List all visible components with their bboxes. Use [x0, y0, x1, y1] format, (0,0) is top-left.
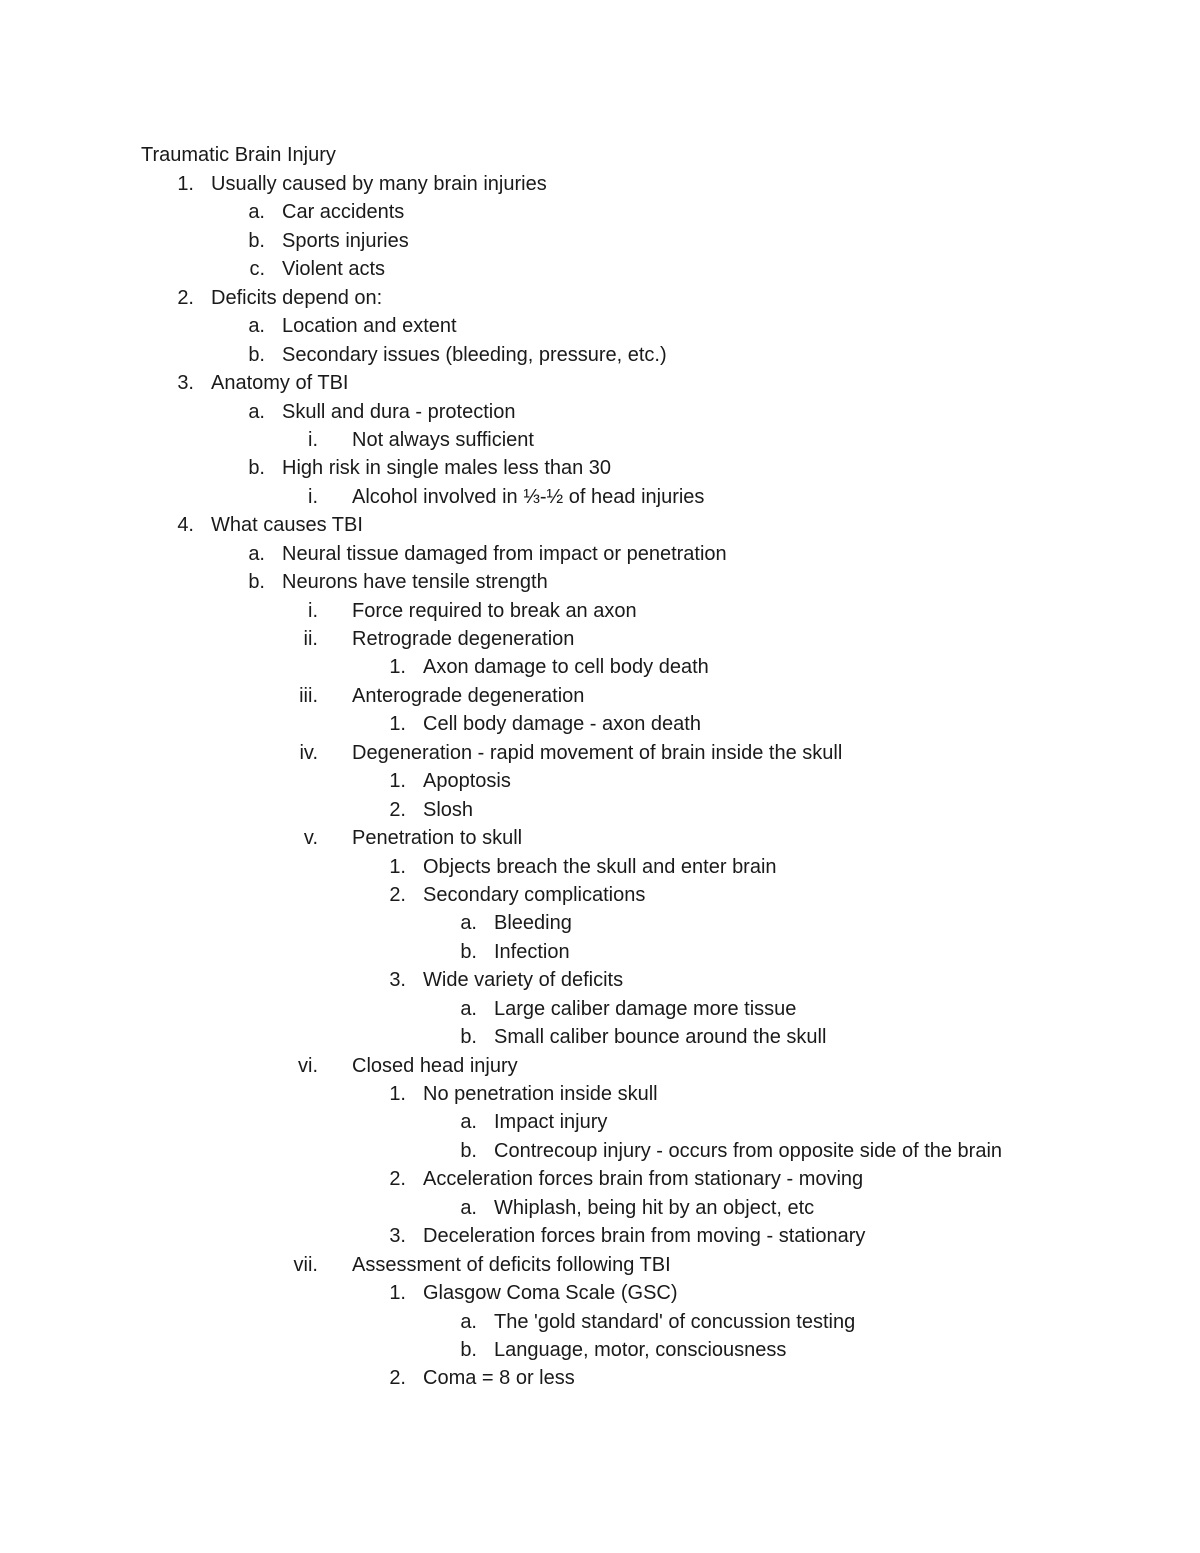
outline-item-text: Coma = 8 or less — [423, 1367, 575, 1390]
outline-item-text: Usually caused by many brain injuries — [211, 173, 547, 195]
outline-item-marker: a. — [460, 1111, 477, 1134]
outline-item-text: Apoptosis — [423, 770, 511, 793]
outline-item-marker: 2. — [389, 798, 406, 821]
outline-item-marker: 3. — [389, 1225, 406, 1248]
outline-item — [0, 198, 1200, 226]
outline-item-marker: 3. — [389, 969, 406, 992]
outline-item-text: Secondary complications — [423, 883, 646, 906]
outline-item — [0, 710, 1200, 738]
outline-item-text: Neural tissue damaged from impact or penetration — [282, 542, 727, 565]
outline-item — [0, 369, 1200, 397]
outline-item-marker: a. — [248, 201, 265, 224]
outline-item-text: Bleeding — [494, 912, 572, 935]
outline-item — [0, 1222, 1200, 1250]
outline-item — [0, 853, 1200, 881]
outline-item-marker: a. — [460, 1196, 477, 1219]
outline-item-marker: ii. — [303, 628, 318, 650]
outline-item-marker: a. — [460, 1310, 477, 1333]
outline-item — [0, 1023, 1200, 1051]
outline-item — [0, 1080, 1200, 1108]
outline-item-marker: 2. — [389, 883, 406, 906]
outline-item-marker: v. — [303, 827, 318, 850]
outline-item-marker: 1. — [389, 713, 406, 736]
outline-item-text: Deceleration forces brain from moving - stationary — [423, 1225, 866, 1248]
outline-item-marker: b. — [460, 940, 477, 963]
outline-item-text: Slosh — [423, 798, 474, 821]
outline-item-text: What causes TBI — [211, 514, 363, 537]
outline-item — [0, 625, 1200, 653]
outline-item-marker: 1. — [389, 770, 406, 793]
outline-item — [0, 426, 1200, 454]
outline-item-text: No penetration inside skull — [423, 1083, 658, 1105]
outline-item — [0, 909, 1200, 937]
outline-item — [0, 1308, 1200, 1336]
outline-item-text: Force required to break an axon — [352, 599, 637, 622]
outline-item — [0, 1251, 1200, 1279]
outline-item-text: Assessment of deficits following TBI — [352, 1253, 671, 1276]
outline-item-text: Degeneration - rapid movement of brain inside the skull — [352, 741, 843, 764]
outline-item — [0, 938, 1200, 966]
outline-item — [0, 1336, 1200, 1364]
outline-item-marker: c. — [249, 258, 265, 281]
outline-item-text: Neurons have tensile strength — [282, 571, 548, 594]
outline-item — [0, 767, 1200, 795]
outline-item — [0, 1364, 1200, 1392]
outline-item-text: Objects breach the skull and enter brain — [423, 855, 777, 878]
outline-item-text: Skull and dura - protection — [282, 400, 516, 423]
outline-item-text: Violent acts — [282, 258, 386, 281]
outline-item-marker: b. — [460, 1338, 477, 1361]
outline-item — [0, 312, 1200, 340]
outline-item — [0, 1108, 1200, 1136]
outline-item-text: Contrecoup injury - occurs from opposite side of the brain — [494, 1139, 1003, 1162]
outline-item-text: Large caliber damage more tissue — [494, 997, 797, 1020]
outline-item-marker: a. — [248, 315, 265, 338]
document-title: Traumatic Brain Injury — [141, 144, 336, 166]
outline-item-marker: iv. — [299, 741, 318, 764]
outline-item-marker: a. — [248, 400, 265, 423]
outline-item-text: Wide variety of deficits — [423, 969, 624, 992]
outline-item-text: Penetration to skull — [352, 827, 523, 850]
outline-item — [0, 597, 1200, 625]
outline-item-text: Glasgow Coma Scale (GSC) — [423, 1282, 678, 1305]
outline-item-marker: b. — [248, 343, 265, 366]
outline-item-text: Infection — [494, 940, 570, 963]
outline-item-text: Anterograde degeneration — [352, 684, 585, 707]
outline-item-marker: i. — [308, 485, 318, 508]
outline-item-marker: 1. — [389, 1282, 406, 1305]
outline-item-text: Location and extent — [282, 315, 457, 338]
outline-item — [0, 398, 1200, 426]
outline-item-marker: 1. — [389, 1083, 406, 1105]
outline-item-marker: iii. — [299, 684, 318, 707]
outline-item-text: Sports injuries — [282, 229, 409, 252]
outline-list — [0, 170, 1200, 1393]
outline-item-text: Closed head injury — [352, 1054, 518, 1077]
outline-item-marker: b. — [248, 229, 265, 252]
outline-item-marker: 3. — [177, 372, 194, 395]
outline-item — [0, 653, 1200, 681]
outline-item-text: Whiplash, being hit by an object, etc — [494, 1196, 815, 1219]
outline-item — [0, 881, 1200, 909]
outline-item-marker: a. — [460, 912, 477, 935]
outline-item-text: Small caliber bounce around the skull — [494, 1026, 827, 1049]
outline-item — [0, 1194, 1200, 1222]
outline-item-marker: b. — [460, 1026, 477, 1049]
outline-item — [0, 255, 1200, 283]
outline-item-marker: 2. — [389, 1367, 406, 1390]
outline-item — [0, 540, 1200, 568]
outline-item — [0, 995, 1200, 1023]
outline-item-marker: 1. — [389, 656, 406, 679]
outline-item-text: Impact injury — [494, 1111, 608, 1134]
outline-item-marker: 2. — [177, 286, 194, 309]
outline-item-text: Not always sufficient — [352, 428, 534, 451]
outline-item-marker: b. — [248, 457, 265, 480]
outline-item-text: Axon damage to cell body death — [423, 656, 709, 679]
outline-item — [0, 1137, 1200, 1165]
outline-item-marker: 1. — [389, 855, 406, 878]
outline-item-text: Secondary issues (bleeding, pressure, etc.) — [282, 343, 667, 366]
outline-item-marker: a. — [248, 542, 265, 565]
outline-item — [0, 454, 1200, 482]
outline-item-marker: 4. — [177, 514, 194, 537]
outline-item — [0, 739, 1200, 767]
outline-item — [0, 1165, 1200, 1193]
outline-item — [0, 511, 1200, 539]
outline-item-marker: vi. — [298, 1054, 318, 1077]
outline-item-marker: i. — [308, 428, 318, 451]
outline-item — [0, 966, 1200, 994]
outline-item-marker: 2. — [389, 1168, 406, 1191]
outline-item-text: Retrograde degeneration — [352, 628, 575, 650]
outline-item-text: High risk in single males less than 30 — [282, 457, 612, 480]
outline-item — [0, 483, 1200, 511]
outline-item — [0, 568, 1200, 596]
outline-item-text: Language, motor, consciousness — [494, 1338, 787, 1361]
outline-item-text: Cell body damage - axon death — [423, 713, 701, 736]
outline-item — [0, 227, 1200, 255]
outline-item-text: Deficits depend on: — [211, 286, 383, 309]
outline-item-text: Acceleration forces brain from stationary - moving — [423, 1168, 864, 1191]
outline-item — [0, 1052, 1200, 1080]
outline-item-text: The 'gold standard' of concussion testing — [494, 1310, 856, 1333]
outline-item — [0, 796, 1200, 824]
outline-item — [0, 284, 1200, 312]
outline-item — [0, 682, 1200, 710]
outline-item — [0, 170, 1200, 198]
outline-item — [0, 824, 1200, 852]
outline-item-marker: 1. — [177, 173, 194, 195]
outline-item-text: Alcohol involved in ⅓-½ of head injuries — [352, 485, 705, 508]
outline-item-marker: i. — [308, 599, 318, 622]
outline-item-marker: b. — [460, 1139, 477, 1162]
outline-item-marker: b. — [248, 571, 265, 594]
outline-item — [0, 1279, 1200, 1307]
outline-item — [0, 341, 1200, 369]
outline-item-text: Anatomy of TBI — [211, 372, 349, 395]
outline-item-marker: vii. — [293, 1253, 318, 1276]
outline-item-text: Car accidents — [282, 201, 405, 224]
outline-item-marker: a. — [460, 997, 477, 1020]
